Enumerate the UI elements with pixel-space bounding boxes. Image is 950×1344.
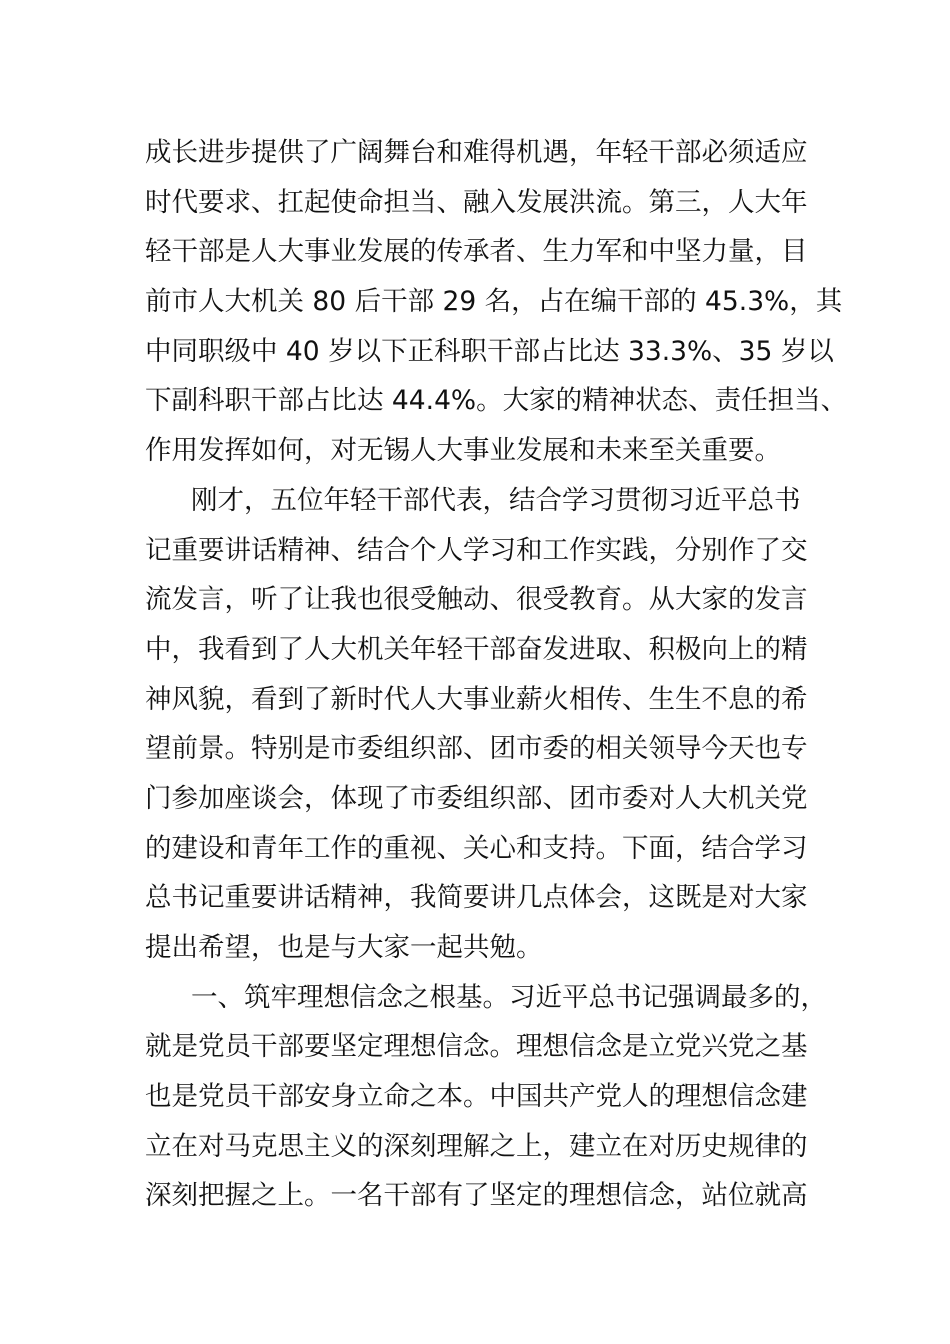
text-line: 前市人大机关 80 后干部 29 名，占在编干部的 45.3%，其 — [145, 286, 843, 318]
text-line: 中，我看到了人大机关年轻干部奋发进取、积极向上的精 — [145, 633, 808, 665]
text-line: 神风貌，看到了新时代人大事业薪火相传、生生不息的希 — [145, 683, 808, 715]
text-line: 总书记重要讲话精神，我简要讲几点体会，这既是对大家 — [145, 882, 808, 914]
document-body — [145, 128, 848, 1221]
text-line: 作用发挥如何，对无锡人大事业发展和未来至关重要。 — [145, 435, 781, 467]
text-line: 轻干部是人大事业发展的传承者、生力军和中坚力量，目 — [145, 236, 808, 268]
text-line: 时代要求、扛起使命担当、融入发展洪流。第三，人大年 — [145, 186, 808, 218]
text-line: 中同职级中 40 岁以下正科职干部占比达 33.3%、35 岁以 — [145, 335, 834, 367]
text-line: 深刻把握之上。一名干部有了坚定的理想信念，站位就高 — [145, 1180, 808, 1212]
text-line: 立在对马克思主义的深刻理解之上，建立在对历史规律的 — [145, 1130, 808, 1162]
text-line: 门参加座谈会，体现了市委组织部、团市委对人大机关党 — [145, 782, 808, 814]
text-line: 的建设和青年工作的重视、关心和支持。下面，结合学习 — [145, 832, 808, 864]
text-line: 流发言，听了让我也很受触动、很受教育。从大家的发言 — [145, 584, 808, 616]
text-line: 记重要讲话精神、结合个人学习和工作实践，分别作了交 — [145, 534, 808, 566]
text-line: 望前景。特别是市委组织部、团市委的相关领导今天也专 — [145, 733, 808, 765]
text-line: 提出希望，也是与大家一起共勉。 — [145, 932, 543, 963]
text-line: 也是党员干部安身立命之本。中国共产党人的理想信念建 — [145, 1081, 808, 1113]
text-line: 就是党员干部要坚定理想信念。理想信念是立党兴党之基 — [145, 1031, 808, 1063]
section-heading-line: 一、筑牢理想信念之根基。习近平总书记强调最多的， — [191, 981, 827, 1013]
text-line: 下副科职干部占比达 44.4%。大家的精神状态、责任担当、 — [145, 385, 848, 417]
paragraph-start-line: 刚才，五位年轻干部代表，结合学习贯彻习近平总书 — [191, 484, 801, 516]
text-line: 成长进步提供了广阔舞台和难得机遇，年轻干部必须适应 — [145, 137, 808, 168]
